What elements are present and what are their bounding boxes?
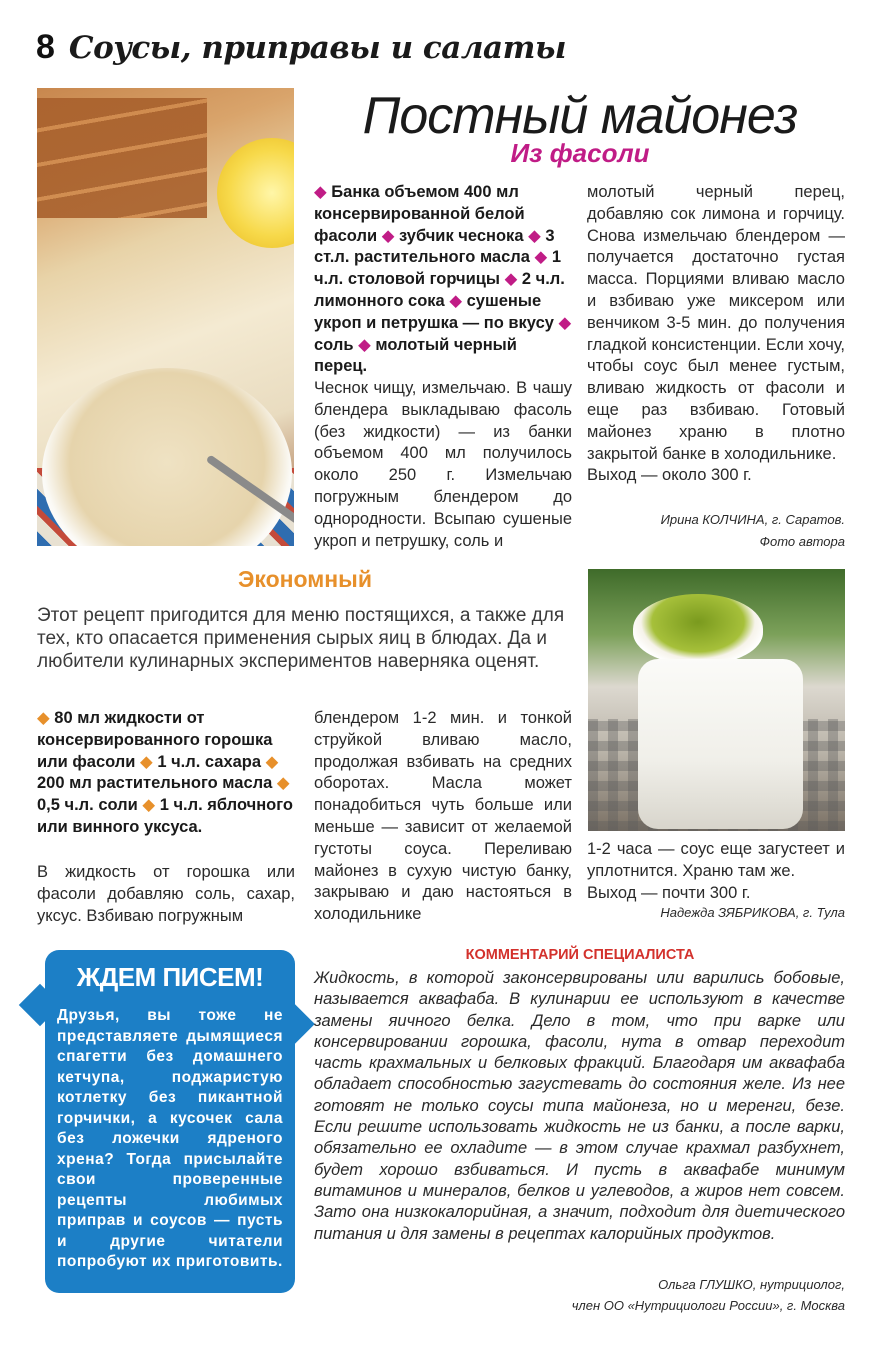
page-header	[36, 28, 566, 74]
comment-text: Жидкость, в которой законсервированы или варились бобовые, называется аквафаба. В кулинарии ее используют в качестве замены яичного белка. Дело в том, что при варке или консервировании горошка, фасоли, нута в отвар переходит часть крахмальных и белковых фракций. Благодаря им аквафаба обладает способностью загустевать до состояния желе. Из нее готовят не только соусы типа майонеза, но и меренги, безе. Если решите использовать жидкость не из банки, а после варки, обязательно ее охладите — в этом случае крахмал разбухнет, будет хорошо взбиваться. И пусть в аквафабе минимум витаминов и минералов, белков и углеводов, а жиров нет совсем. Зато она низкокалорийная, а значит, подходит для диетического питания и для замены в рецептах калорийных продуктов.	[314, 969, 845, 1243]
recipe-text: Чеснок чищу, измельчаю. В чашу блендера выкладываю фасоль (без жидкости) — из банки объемом 400 мл получилось около 250 г. Измельчаю погружным блендером до однородности. Всыпаю сушеные укроп и петрушку, соль и	[314, 379, 572, 550]
ingredient: 3 ст.л. растительного масла	[314, 226, 555, 267]
comment-author: Ольга ГЛУШКО, нутрициолог,	[658, 1277, 845, 1292]
photo-credit: Фото автора	[759, 534, 845, 549]
mayonnaise-bowl-photo	[37, 88, 294, 546]
recipe2-yield: Выход — почти 300 г.	[587, 883, 751, 902]
ingredient: 1 ч.л. столовой горчицы	[314, 248, 562, 289]
ingredient: зубчик чеснока	[398, 226, 524, 245]
recipe-yield: Выход — около 300 г.	[587, 466, 752, 485]
section-title: Соусы, приправы и салаты	[68, 30, 566, 66]
recipe2-text-continued	[587, 839, 845, 904]
recipe2-text: блендером 1-2 мин. и тонкой струйкой вливаю масло, продолжая взбивать на средних оборотах. Масла может понадобиться чуть больше или меньше — зависит от желаемой густоты соуса. Переливаю майонез в сухую чистую банку, закрываю и даю настояться в холодильнике	[314, 709, 572, 924]
comment-title: КОММЕНТАРИЙ СПЕЦИАЛИСТА	[465, 947, 695, 963]
ingredient: 1 ч.л. сахара	[157, 752, 262, 771]
ingredient: 1 ч.л. яблочного или винного уксуса.	[37, 796, 293, 836]
letters-title: ЖДЕМ ПИСЕМ!	[76, 962, 264, 992]
ingredient: сушеные укроп и петрушка — по вкусу	[314, 291, 554, 332]
comment-author-org: член ОО «Нутрициологи России», г. Москва	[571, 1298, 845, 1313]
ingredients-list: ◆ 80 мл жидкости от консервированного горошка или фасоли ◆ 1 ч.л. сахара ◆ 200 мл растительного масла ◆ 0,5 ч.л. соли ◆ 1 ч.л. яблочного или винного уксуса.	[37, 709, 293, 836]
letters-callout	[33, 950, 291, 1295]
ingredient: 0,5 ч.л. соли	[37, 796, 138, 815]
letters-text: Друзья, вы тоже не представляете дымящиеся спагетти без домашнего кетчупа, поджаристую котлетку без пикантной горчички, а кусочек сала без ложечки ядреного хрена? Тогда присылайте свои проверенные рецепты любимых приправ и соусов — пусть и другие читатели попробуют их приготовить.	[57, 1007, 283, 1270]
ingredient: соль	[314, 335, 354, 354]
mayonnaise-jar-photo	[588, 569, 845, 831]
ingredient: молотый черный перец.	[314, 335, 517, 376]
ingredient: Банка объемом 400 мл консервированной белой фасоли	[314, 183, 525, 245]
ingredients-list: ◆ Банка объемом 400 мл консервированной белой фасоли ◆ зубчик чеснока ◆ 3 ст.л. растительного масла ◆ 1 ч.л. столовой горчицы ◆ 2 ч.л. лимонного сока ◆ сушеные укроп и петрушка — по вкусу ◆ соль ◆ молотый черный перец.	[314, 183, 572, 376]
recipe2-text: 1-2 часа — соус еще загустеет и уплотнится. Храню там же.	[587, 840, 845, 880]
ingredient: 80 мл жидкости от консервированного горошка или фасоли	[37, 709, 273, 771]
author-signature: Надежда ЗЯБРИКОВА, г. Тула	[660, 905, 845, 920]
recipe-subtitle: Из фасоли	[510, 138, 650, 168]
recipe-title: Постный майонез	[362, 87, 798, 145]
ingredient: 200 мл растительного масла	[37, 774, 273, 793]
ingredient: 2 ч.л. лимонного сока	[314, 270, 565, 310]
recipe-text: молотый черный перец, добавляю сок лимона и горчицу. Снова измельчаю блендером — получается достаточно густая масса. Порциями вливаю масло и взбиваю уже миксером или венчиком 3-5 мин. до получения гладкой консистенции. Если хочу, чтобы соус был менее густым, вливаю жидкость от фасоли и еще раз взбиваю. Готовый майонез храню в плотно закрытой банке в холодильнике.	[587, 183, 845, 463]
author-signature: Ирина КОЛЧИНА, г. Саратов.	[660, 512, 845, 527]
recipe-text-continued	[587, 182, 845, 487]
recipe2-subtitle: Экономный	[238, 566, 372, 592]
recipe2-text: В жидкость от горошка или фасоли добавляю соль, сахар, уксус. Взбиваю погружным	[37, 863, 295, 925]
recipe2-intro: Этот рецепт пригодится для меню постящихся, а также для тех, кто опасается применения сырых яиц в блюдах. Да и любители кулинарных экспериментов наверняка оценят.	[37, 605, 565, 672]
page-number: 8	[36, 28, 55, 66]
